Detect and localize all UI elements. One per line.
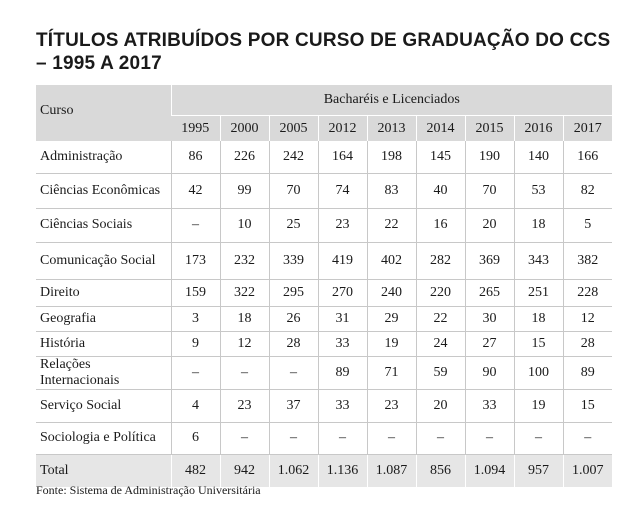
course-name: Sociologia e Política xyxy=(36,422,171,454)
cell-value: 28 xyxy=(269,331,318,356)
table-title xyxy=(36,29,610,75)
cell-value: 232 xyxy=(220,242,269,279)
course-name: Administração xyxy=(36,141,171,173)
cell-value: – xyxy=(367,422,416,454)
cell-value: 419 xyxy=(318,242,367,279)
cell-value: 295 xyxy=(269,279,318,306)
table-row xyxy=(36,389,612,422)
cell-value: – xyxy=(269,422,318,454)
cell-value: 402 xyxy=(367,242,416,279)
total-value: 1.136 xyxy=(318,454,367,487)
year-header: 1995 xyxy=(171,116,220,142)
cell-value: – xyxy=(171,356,220,389)
cell-value: 343 xyxy=(514,242,563,279)
cell-value: 15 xyxy=(563,389,612,422)
year-header: 2017 xyxy=(563,116,612,142)
table-row xyxy=(36,279,612,306)
year-header: 2016 xyxy=(514,116,563,142)
cell-value: 30 xyxy=(465,306,514,331)
course-name: História xyxy=(36,331,171,356)
table-row xyxy=(36,422,612,454)
cell-value: 26 xyxy=(269,306,318,331)
cell-value: 18 xyxy=(514,306,563,331)
cell-value: 27 xyxy=(465,331,514,356)
course-name: Comunicação Social xyxy=(36,242,171,279)
cell-value: 265 xyxy=(465,279,514,306)
cell-value: 33 xyxy=(318,331,367,356)
source-note: Fonte: Sistema de Administração Universitária xyxy=(36,483,261,497)
cell-value: 31 xyxy=(318,306,367,331)
cell-value: 226 xyxy=(220,141,269,173)
cell-value: 240 xyxy=(367,279,416,306)
cell-value: 251 xyxy=(514,279,563,306)
cell-value: 18 xyxy=(220,306,269,331)
cell-value: 74 xyxy=(318,173,367,208)
cell-value: – xyxy=(563,422,612,454)
table-row xyxy=(36,331,612,356)
course-name: Ciências Sociais xyxy=(36,208,171,242)
table-row xyxy=(36,306,612,331)
table-row xyxy=(36,242,612,279)
cell-value: 19 xyxy=(514,389,563,422)
year-header: 2015 xyxy=(465,116,514,142)
course-name: Serviço Social xyxy=(36,389,171,422)
cell-value: 33 xyxy=(465,389,514,422)
cell-value: 18 xyxy=(514,208,563,242)
cell-value: 3 xyxy=(171,306,220,331)
cell-value: 22 xyxy=(367,208,416,242)
cell-value: – xyxy=(269,356,318,389)
cell-value: – xyxy=(220,356,269,389)
cell-value: 282 xyxy=(416,242,465,279)
cell-value: 5 xyxy=(563,208,612,242)
cell-value: – xyxy=(514,422,563,454)
cell-value: 23 xyxy=(318,208,367,242)
cell-value: 140 xyxy=(514,141,563,173)
cell-value: 22 xyxy=(416,306,465,331)
cell-value: 369 xyxy=(465,242,514,279)
table-row xyxy=(36,356,612,389)
cell-value: 33 xyxy=(318,389,367,422)
cell-value: 89 xyxy=(563,356,612,389)
cell-value: 100 xyxy=(514,356,563,389)
cell-value: 99 xyxy=(220,173,269,208)
course-name: Geografia xyxy=(36,306,171,331)
cell-value: 23 xyxy=(220,389,269,422)
cell-value: 270 xyxy=(318,279,367,306)
year-header: 2013 xyxy=(367,116,416,142)
year-header: 2012 xyxy=(318,116,367,142)
cell-value: 70 xyxy=(269,173,318,208)
table-row xyxy=(36,173,612,208)
cell-value: 12 xyxy=(220,331,269,356)
total-value: 1.094 xyxy=(465,454,514,487)
total-value: 942 xyxy=(220,454,269,487)
cell-value: 25 xyxy=(269,208,318,242)
cell-value: 190 xyxy=(465,141,514,173)
cell-value: – xyxy=(416,422,465,454)
course-name: Direito xyxy=(36,279,171,306)
cell-value: – xyxy=(220,422,269,454)
cell-value: 242 xyxy=(269,141,318,173)
total-label: Total xyxy=(36,454,171,487)
cell-value: 37 xyxy=(269,389,318,422)
cell-value: 164 xyxy=(318,141,367,173)
cell-value: 159 xyxy=(171,279,220,306)
cell-value: 228 xyxy=(563,279,612,306)
cell-value: 24 xyxy=(416,331,465,356)
cell-value: 382 xyxy=(563,242,612,279)
cell-value: 53 xyxy=(514,173,563,208)
cell-value: 16 xyxy=(416,208,465,242)
cell-value: 9 xyxy=(171,331,220,356)
year-header: 2000 xyxy=(220,116,269,142)
cell-value: 40 xyxy=(416,173,465,208)
cell-value: 83 xyxy=(367,173,416,208)
cell-value: 10 xyxy=(220,208,269,242)
cell-value: 42 xyxy=(171,173,220,208)
cell-value: 59 xyxy=(416,356,465,389)
cell-value: 90 xyxy=(465,356,514,389)
cell-value: 20 xyxy=(416,389,465,422)
cell-value: 173 xyxy=(171,242,220,279)
cell-value: 198 xyxy=(367,141,416,173)
cell-value: 82 xyxy=(563,173,612,208)
table-row xyxy=(36,141,612,173)
cell-value: 145 xyxy=(416,141,465,173)
cell-value: 19 xyxy=(367,331,416,356)
total-value: 1.007 xyxy=(563,454,612,487)
cell-value: 322 xyxy=(220,279,269,306)
cell-value: 23 xyxy=(367,389,416,422)
degrees-table xyxy=(36,85,612,487)
cell-value: 20 xyxy=(465,208,514,242)
cell-value: 29 xyxy=(367,306,416,331)
total-value: 482 xyxy=(171,454,220,487)
group-header: Bacharéis e Licenciados xyxy=(171,85,612,116)
cell-value: – xyxy=(465,422,514,454)
year-header: 2005 xyxy=(269,116,318,142)
total-value: 856 xyxy=(416,454,465,487)
cell-value: 12 xyxy=(563,306,612,331)
cell-value: 71 xyxy=(367,356,416,389)
course-name: Ciências Econômicas xyxy=(36,173,171,208)
title-line-2: – 1995 A 2017 xyxy=(36,53,162,74)
year-header: 2014 xyxy=(416,116,465,142)
cell-value: 339 xyxy=(269,242,318,279)
total-value: 1.062 xyxy=(269,454,318,487)
cell-value: 28 xyxy=(563,331,612,356)
cell-value: 89 xyxy=(318,356,367,389)
cell-value: 220 xyxy=(416,279,465,306)
title-line-1: TÍTULOS ATRIBUÍDOS POR CURSO DE GRADUAÇÃO DO CCS xyxy=(36,30,611,51)
cell-value: 86 xyxy=(171,141,220,173)
table-row xyxy=(36,208,612,242)
cell-value: 6 xyxy=(171,422,220,454)
cell-value: 15 xyxy=(514,331,563,356)
cell-value: 4 xyxy=(171,389,220,422)
cell-value: – xyxy=(171,208,220,242)
cell-value: 70 xyxy=(465,173,514,208)
total-value: 1.087 xyxy=(367,454,416,487)
cell-value: – xyxy=(318,422,367,454)
course-column-header: Curso xyxy=(36,85,171,141)
cell-value: 166 xyxy=(563,141,612,173)
course-name: Relações Internacionais xyxy=(36,356,171,389)
total-value: 957 xyxy=(514,454,563,487)
